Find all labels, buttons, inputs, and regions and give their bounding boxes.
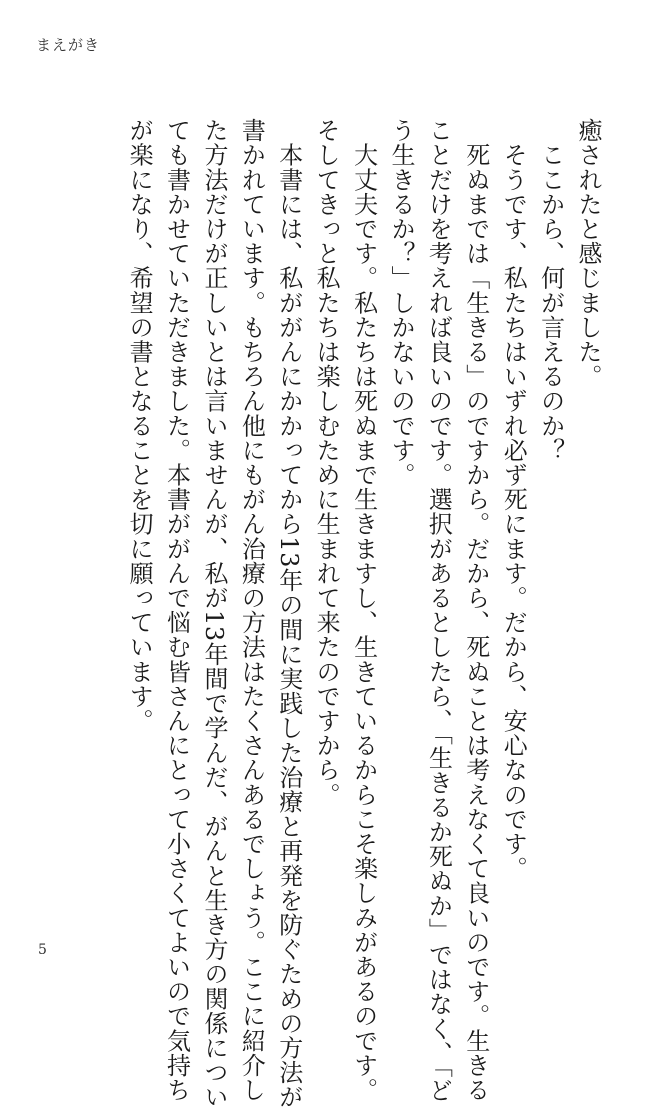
text-line: た方法だけが正しいとは言いませんが、私が13年間で学んだ、がんと生き方の関係につい <box>199 118 228 1109</box>
page-number: 5 <box>38 942 47 958</box>
body-text <box>118 118 606 1109</box>
text-line: ことだけを考えれば良いのです。選択があるとしたら、「生きるか死ぬか」ではなく、「ど <box>424 118 453 1103</box>
running-header: まえがき <box>36 36 101 54</box>
text-line: 大丈夫です。私たちは死ぬまで生きますし、生きているからこそ楽しみがあるのです。 <box>349 118 378 1102</box>
text-line: ここから、何が言えるのか？ <box>536 118 565 463</box>
text-line: 死ぬまでは「生きる」のですから。だから、死ぬことは考えなくて良いのです。生きる <box>461 118 490 1102</box>
text-line: 癒されたと感じました。 <box>574 118 602 389</box>
text-line: そしてきっと私たちは楽しむために生まれて来たのですから。 <box>312 118 341 807</box>
text-line: う生きるか？」しかないのです。 <box>386 118 415 487</box>
text-line: そうです、私たちはいずれ必ず死にます。だから、安心なのです。 <box>499 118 528 881</box>
text-line: 書かれています。もちろん他にもがん治療の方法はたくさんあるでしょう。ここに紹介し <box>237 118 266 1102</box>
text-line: ても書かせていただきました。本書ががんで悩む皆さんにとって小さくてよいので気持ち <box>162 118 191 1102</box>
text-line: が楽になり、希望の書となることを切に願っています。 <box>125 118 154 733</box>
text-line: 本書には、私ががんにかかってから13年の間に実践した治療と再発を防ぐための方法が <box>274 118 303 1109</box>
